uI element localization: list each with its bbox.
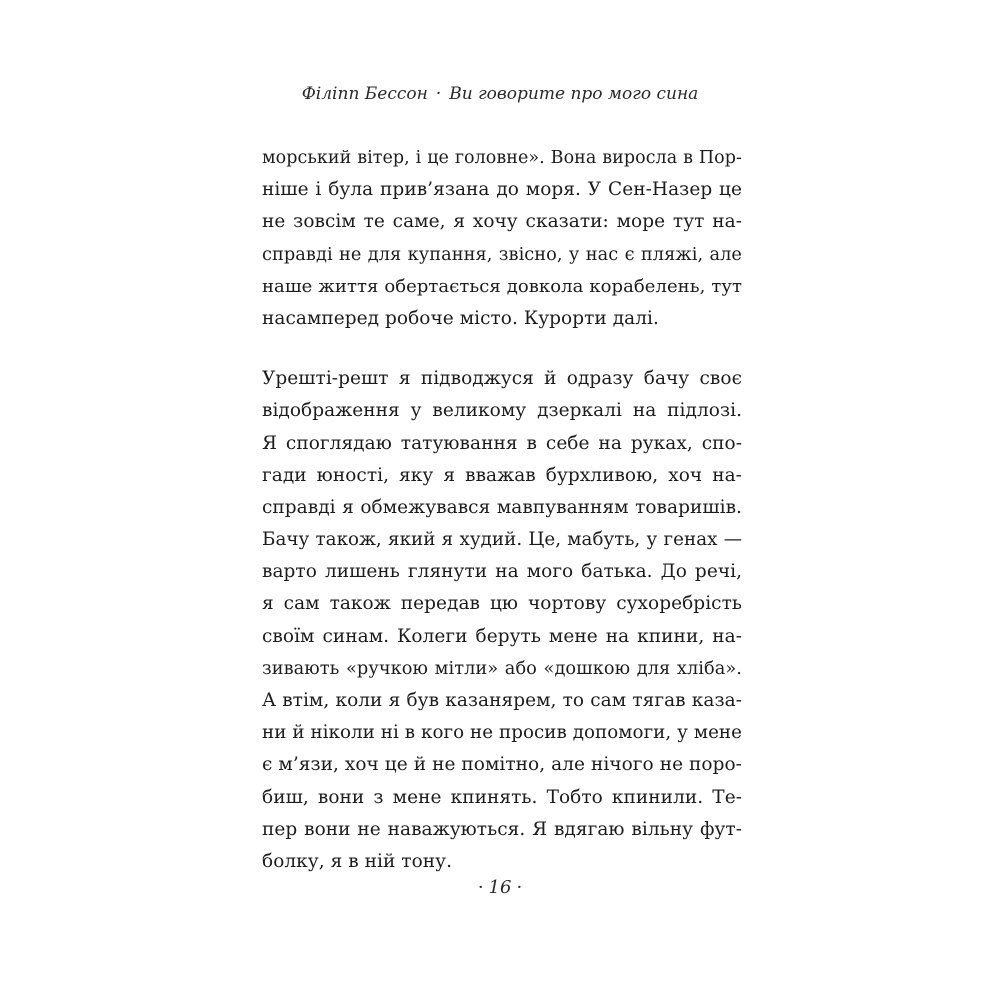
text-line: пер вони не наважуються. Я вдягаю вільну фут- (262, 818, 742, 840)
text-line: биш, вони з мене кпинять. Тобто кпинили. Те- (262, 786, 742, 808)
folio-dot-right: · (516, 877, 523, 898)
text-line: гади юності, яку я вважав бурхливою, хоч на- (262, 464, 742, 486)
text-line: своїм синам. Колеги беруть мене на кпини, на- (262, 625, 742, 647)
text-line: насамперед робоче місто. Курорти далі. (262, 307, 659, 329)
paragraph-gap (262, 335, 742, 363)
text-line: Я споглядаю татуювання в себе на руках, спо- (262, 432, 742, 454)
text-line: є м’язи, хоч це й не помітно, але нічого не поро- (262, 754, 742, 776)
text-line: варто лишень глянути на мого батька. До речі, (262, 561, 742, 583)
text-line: Урешті-решт я підводжуся й одразу бачу своє (262, 368, 742, 390)
text-line: відображення у великому дзеркалі на підлозі. (262, 400, 742, 422)
folio-dot-left: · (477, 877, 484, 898)
text-line: я сам також передав цю чортову сухоребрість (262, 593, 742, 615)
text-line: не зовсім те саме, я хочу сказати: море тут на- (262, 211, 742, 233)
running-head (0, 84, 1000, 104)
text-line: зивають «ручкою мітли» або «дошкою для хліба». (262, 658, 742, 679)
text-line: А втім, коли я був казанярем, то сам тягав каза- (262, 690, 742, 711)
header-book-title: Ви говорите про мого сина (449, 84, 699, 104)
text-line: морський вітер, і це головне». Вона виросла в Пор- (262, 148, 742, 168)
page-number (0, 877, 1000, 898)
header-author: Філіпп Бессон (301, 84, 428, 104)
text-line: ніше і була прив’язана до моря. У Сен-Назер це (262, 179, 742, 201)
paragraph-2 (262, 363, 742, 878)
text-line: Бачу також, який я худий. Це, мабуть, у генах — (262, 529, 742, 551)
text-line: ни й ніколи ні в кого не просив допомоги, у мене (262, 722, 742, 744)
text-line: наше життя обертається довкола корабелень, тут (262, 275, 742, 297)
text-line: справді не для купання, звісно, у нас є пляжі, але (262, 244, 742, 265)
paragraph-1 (262, 142, 742, 335)
header-separator: · (435, 84, 442, 104)
text-line: болку, я в ній тону. (262, 850, 453, 872)
body-text (262, 142, 742, 878)
text-line: справді я обмежувався мавпуванням товаришів. (262, 496, 742, 518)
page-number-value: 16 (488, 877, 512, 898)
